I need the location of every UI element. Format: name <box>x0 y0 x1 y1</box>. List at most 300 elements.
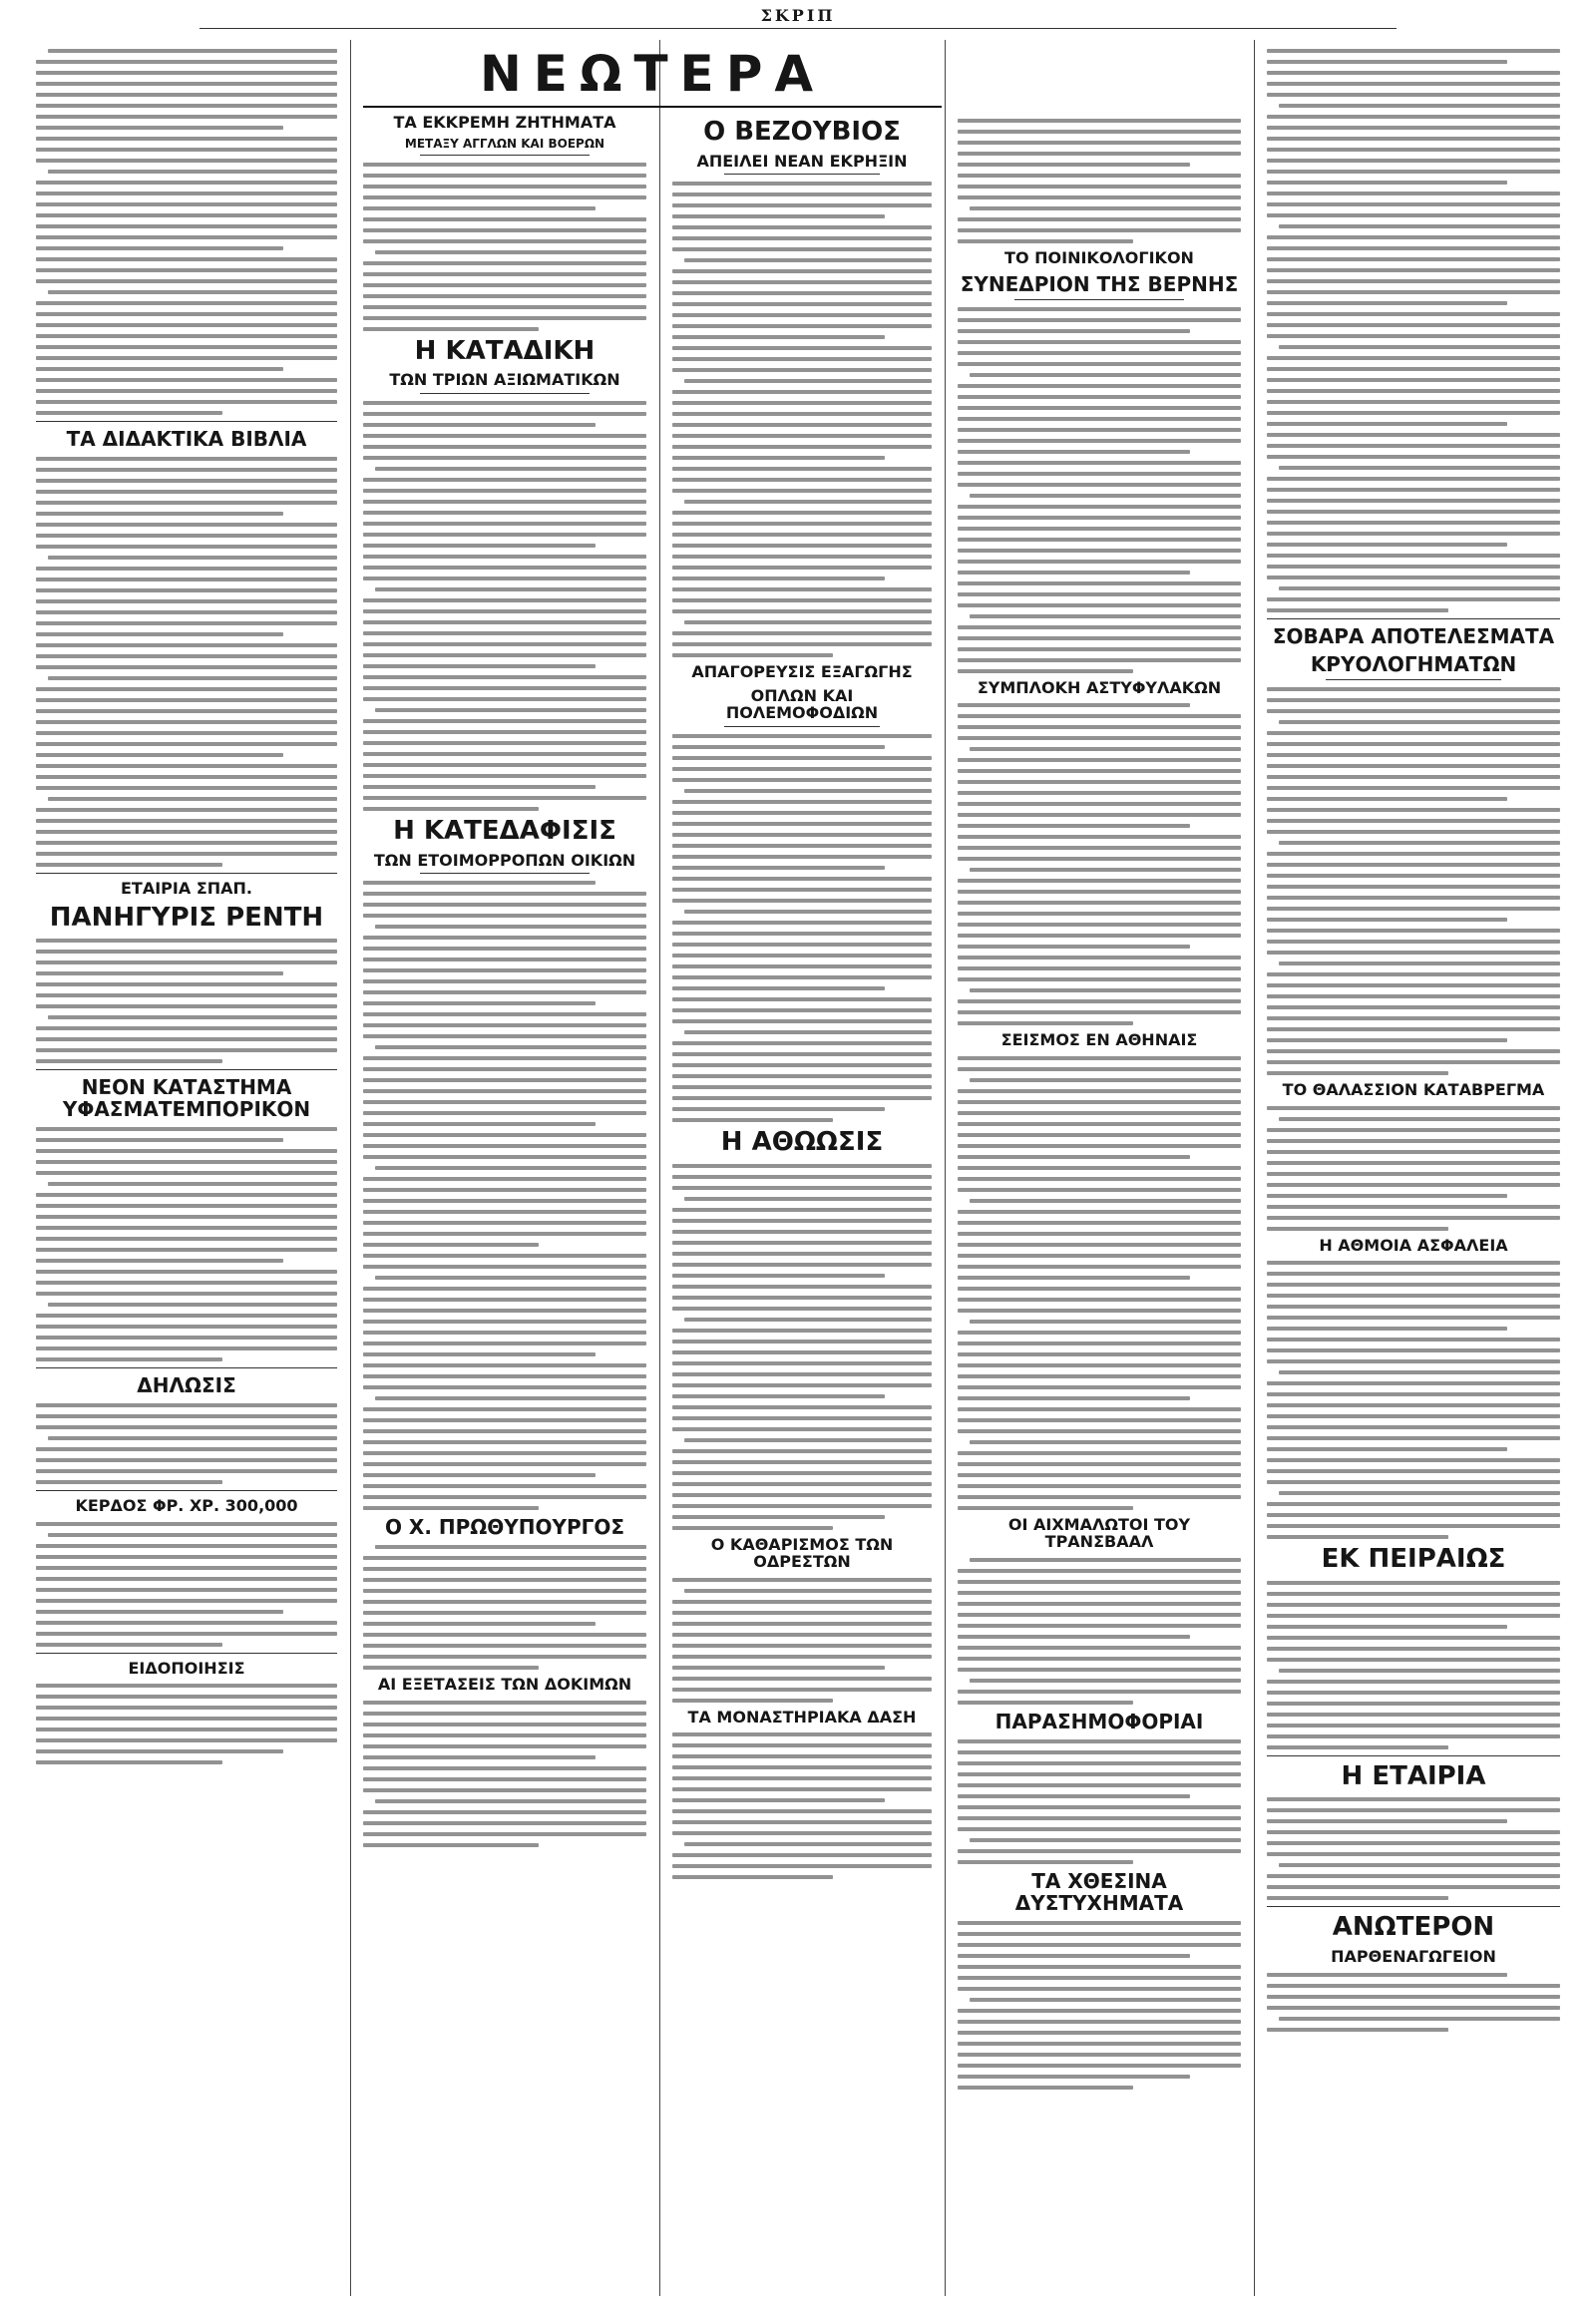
text-line <box>363 642 646 646</box>
text-line <box>958 119 1241 123</box>
text-line <box>1267 290 1560 294</box>
text-line <box>363 664 596 668</box>
body-text-block <box>1267 1797 1560 1900</box>
text-line <box>363 979 646 983</box>
text-line <box>363 620 646 624</box>
text-line <box>958 1363 1241 1367</box>
text-line <box>363 752 646 756</box>
text-line <box>36 257 337 261</box>
text-line <box>1267 775 1560 779</box>
text-line <box>363 566 646 570</box>
text-line <box>1279 345 1560 349</box>
text-line <box>363 1221 646 1225</box>
text-line <box>363 1287 646 1291</box>
text-line <box>958 1451 1241 1455</box>
text-line <box>672 1688 932 1692</box>
text-line <box>1267 597 1560 601</box>
text-line <box>1267 279 1560 283</box>
text-line <box>672 1405 932 1409</box>
text-line <box>672 1471 932 1475</box>
text-line <box>363 1089 646 1093</box>
text-line <box>36 457 337 461</box>
text-line <box>672 434 932 438</box>
text-line <box>958 1021 1133 1025</box>
text-line <box>1267 213 1560 217</box>
text-line <box>958 603 1241 607</box>
text-line <box>672 390 932 394</box>
article <box>958 679 1241 1026</box>
text-line <box>36 567 337 571</box>
headline: Η ΑΘΩΩΣΙΣ <box>720 1126 884 1157</box>
text-line <box>363 206 596 210</box>
text-line <box>1267 1139 1560 1143</box>
text-line <box>958 2042 1241 2046</box>
text-line <box>363 719 646 723</box>
text-line <box>1267 731 1560 735</box>
column-rule <box>350 40 351 2296</box>
text-line <box>958 658 1241 662</box>
text-line <box>672 456 885 460</box>
body-text-block <box>36 1684 337 1764</box>
text-line <box>36 786 337 790</box>
article <box>1267 1545 1560 1749</box>
body-text-block <box>363 163 646 331</box>
text-line <box>958 592 1241 596</box>
text-line <box>1267 1680 1560 1684</box>
text-line <box>36 621 337 625</box>
text-line <box>1267 1414 1560 1418</box>
text-line <box>1267 82 1560 86</box>
text-line <box>36 202 337 206</box>
text-line <box>672 587 932 591</box>
text-line <box>363 511 646 515</box>
text-line <box>36 1621 337 1625</box>
body-text-block <box>958 1558 1241 1705</box>
text-line <box>363 445 646 449</box>
body-text-block <box>672 1732 932 1879</box>
text-line <box>672 1831 932 1835</box>
subheadline: ΤΩΝ ΕΤΟΙΜΟΡΡΟΠΩΝ ΟΙΚΙΩΝ <box>373 850 636 870</box>
text-line <box>1267 1261 1560 1265</box>
text-line <box>672 368 932 372</box>
text-line <box>672 833 932 837</box>
text-line <box>672 576 885 580</box>
text-line <box>36 709 337 713</box>
headline: Ο ΚΑΘΑΡΙΣΜΟΣ ΤΩΝ ΟΔΡΕΣΤΩΝ <box>710 1534 894 1572</box>
body-text-block <box>36 1522 337 1647</box>
text-line <box>363 489 646 493</box>
text-line <box>363 1254 646 1258</box>
text-line <box>1267 455 1560 459</box>
text-line <box>36 1695 337 1699</box>
text-line <box>36 1004 337 1008</box>
text-line <box>1267 1327 1507 1331</box>
text-line <box>363 796 646 800</box>
body-text-block <box>1267 1261 1560 1539</box>
article <box>672 1709 932 1880</box>
headline: ΝΕΟΝ ΚΑΤΑΣΤΗΜΑ ΥΦΑΣΜΑΤΕΜΠΟΡΙΚΟΝ <box>62 1075 311 1122</box>
text-line <box>958 1783 1241 1787</box>
text-line <box>1267 181 1507 185</box>
subheadline: ΜΕΤΑΞΥ ΑΓΓΛΩΝ ΚΑΙ ΒΟΕΡΩΝ <box>404 136 605 151</box>
text-line <box>36 1281 337 1285</box>
text-line <box>363 741 646 745</box>
headline: Ο Χ. ΠΡΩΘΥΠΟΥΡΓΟΣ <box>384 1515 625 1540</box>
text-line <box>958 1976 1241 1980</box>
body-text-block <box>672 734 932 1122</box>
text-line <box>363 217 646 221</box>
text-line <box>36 993 337 997</box>
text-line <box>1267 830 1560 834</box>
text-line <box>672 1361 932 1365</box>
body-text-block <box>36 457 337 867</box>
text-line <box>958 1580 1241 1584</box>
text-line <box>1267 1272 1560 1276</box>
text-line <box>36 1717 337 1721</box>
text-line <box>375 1045 646 1049</box>
text-line <box>672 1449 932 1453</box>
text-line <box>1267 1194 1507 1198</box>
text-line <box>1267 885 1560 889</box>
article <box>1267 1237 1560 1540</box>
text-line <box>672 445 932 449</box>
text-line <box>1267 543 1507 547</box>
text-line <box>672 313 932 317</box>
headline: ΕΙΔΟΠΟΙΗΣΙΣ <box>128 1658 245 1678</box>
text-line <box>1267 1172 1560 1176</box>
text-line <box>36 1346 337 1350</box>
text-line <box>1267 764 1560 768</box>
text-line <box>958 1429 1241 1433</box>
text-line <box>1267 159 1560 163</box>
text-line <box>375 467 646 471</box>
text-line <box>1267 1216 1560 1220</box>
text-line <box>1267 444 1560 448</box>
text-line <box>1267 433 1560 437</box>
text-line <box>1267 1049 1560 1053</box>
text-line <box>958 1407 1241 1411</box>
text-line <box>958 1668 1241 1672</box>
text-line <box>1267 1852 1560 1856</box>
text-line <box>958 516 1241 520</box>
text-line <box>958 2020 1241 2024</box>
text-line <box>958 384 1241 388</box>
text-line <box>958 362 1241 366</box>
text-line <box>363 1352 596 1356</box>
text-line <box>1267 797 1507 801</box>
notice <box>36 1660 337 1765</box>
text-line <box>363 555 646 559</box>
running-head <box>0 0 1596 34</box>
text-line <box>958 1591 1241 1595</box>
text-line <box>672 1644 932 1648</box>
text-line <box>1267 60 1507 64</box>
text-line <box>970 1998 1241 2002</box>
text-line <box>1267 1150 1560 1154</box>
headline: ΠΑΡΑΣΗΜΟΦΟΡΙΑΙ <box>995 1709 1204 1733</box>
headline: Ο ΒΕΖΟΥΒΙΟΣ <box>703 117 901 147</box>
text-line <box>958 1849 1241 1853</box>
body-text-block <box>36 49 337 415</box>
text-line <box>36 841 337 845</box>
text-line <box>958 1657 1241 1661</box>
text-line <box>36 246 283 250</box>
text-line <box>1267 268 1560 272</box>
text-line <box>1267 422 1507 426</box>
text-line <box>36 159 337 163</box>
text-line <box>958 1374 1241 1378</box>
text-line <box>36 687 337 691</box>
text-line <box>958 890 1241 894</box>
subheadline: ΑΠΕΙΛΕΙ ΝΕΑΝ ΕΚΡΗΞΙΝ <box>696 151 908 171</box>
text-line <box>672 997 932 1001</box>
text-line <box>363 239 646 243</box>
text-line <box>48 556 337 560</box>
text-line <box>1267 1984 1560 1988</box>
text-line <box>958 977 1241 981</box>
text-line <box>672 1611 932 1615</box>
text-line <box>958 1462 1241 1466</box>
article <box>958 1031 1241 1510</box>
text-line <box>672 1798 885 1802</box>
text-line <box>1267 1973 1507 1977</box>
subheadline: ΠΑΡΘΕΝΑΓΩΓΕΙΟΝ <box>1331 1946 1496 1966</box>
text-line <box>363 785 596 789</box>
text-line <box>36 1425 337 1429</box>
text-line <box>1267 1745 1448 1749</box>
text-line <box>958 527 1241 531</box>
text-line <box>672 1526 833 1530</box>
text-line <box>363 686 646 690</box>
text-line <box>958 439 1241 443</box>
text-line <box>36 599 337 603</box>
headline: ΟΙ ΑΙΧΜΑΛΩΤΟΙ ΤΟΥ ΤΡΑΝΣΒΑΑΛ <box>1007 1514 1191 1552</box>
text-line <box>363 1265 646 1269</box>
text-line <box>48 1182 337 1186</box>
text-line <box>363 1440 646 1444</box>
text-line <box>36 181 337 185</box>
text-line <box>1267 687 1560 691</box>
text-line <box>958 450 1190 454</box>
text-line <box>958 1860 1133 1864</box>
text-line <box>958 174 1241 178</box>
text-line <box>1267 1027 1560 1031</box>
text-line <box>48 1436 337 1440</box>
article <box>958 249 1241 673</box>
headline: ΠΑΝΗΓΥΡΙΣ ΡΕΝΤΗ <box>49 902 324 933</box>
body-text-block <box>36 1403 337 1484</box>
text-line <box>958 1385 1241 1389</box>
text-line <box>1267 1071 1448 1075</box>
text-line <box>363 522 646 526</box>
text-line <box>672 1493 932 1497</box>
text-line <box>363 1342 646 1345</box>
text-line <box>958 625 1241 629</box>
text-line <box>36 367 283 371</box>
text-line <box>1279 1370 1560 1374</box>
article <box>958 1711 1241 1864</box>
text-line <box>1267 148 1560 152</box>
text-line <box>1267 983 1560 987</box>
text-line <box>363 1034 646 1038</box>
text-line <box>48 170 337 174</box>
text-line <box>672 1482 932 1486</box>
text-line <box>1267 1038 1507 1042</box>
text-line <box>958 1144 1241 1148</box>
text-line <box>36 632 283 636</box>
text-line <box>1267 994 1560 998</box>
text-line <box>958 318 1241 322</box>
text-line <box>1279 1491 1560 1495</box>
text-line <box>672 236 932 240</box>
text-line <box>1267 400 1560 404</box>
text-line <box>958 228 1241 232</box>
text-line <box>363 1712 646 1716</box>
text-line <box>36 213 337 217</box>
text-line <box>958 2031 1241 2035</box>
text-line <box>970 988 1241 992</box>
text-line <box>36 523 337 527</box>
text-line <box>672 1864 932 1868</box>
text-line <box>1267 1581 1560 1585</box>
text-line <box>958 912 1241 916</box>
body-text-block <box>363 401 646 811</box>
article <box>958 119 1241 243</box>
text-line <box>1267 1205 1560 1209</box>
text-line <box>970 1078 1241 1082</box>
text-line <box>363 1243 539 1247</box>
text-line <box>958 1921 1241 1925</box>
text-line <box>672 756 932 760</box>
headline: ΣΥΜΠΛΟΚΗ ΑΣΤΥΦΥΛΑΚΩΝ <box>977 677 1222 697</box>
text-line <box>363 1012 646 1016</box>
text-line <box>1267 608 1448 612</box>
text-line <box>363 1199 646 1203</box>
text-line <box>36 1728 337 1731</box>
text-line <box>36 1059 222 1063</box>
text-line <box>48 1533 337 1537</box>
text-line <box>958 857 1241 861</box>
text-line <box>36 742 337 746</box>
text-line <box>1267 951 1560 955</box>
text-line <box>1267 576 1560 579</box>
text-line <box>684 1030 932 1034</box>
text-line <box>1279 1117 1560 1121</box>
text-line <box>36 830 337 834</box>
text-line <box>958 417 1241 421</box>
text-line <box>672 921 932 925</box>
text-line <box>672 1633 932 1637</box>
text-line <box>363 1506 539 1510</box>
text-line <box>363 423 596 427</box>
text-line <box>958 901 1241 905</box>
text-line <box>363 174 646 178</box>
text-line <box>1267 521 1560 525</box>
text-line <box>36 501 337 505</box>
text-line <box>36 137 337 141</box>
text-line <box>36 1544 337 1548</box>
text-line <box>36 1577 337 1581</box>
text-line <box>36 1749 283 1753</box>
headline: ΤΑ ΕΚΚΡΕΜΗ ΖΗΤΗΜΑΤΑ <box>393 113 616 132</box>
text-line <box>672 478 932 482</box>
text-line <box>1267 1294 1560 1298</box>
text-line <box>1267 477 1560 481</box>
text-line <box>958 1210 1241 1214</box>
text-line <box>36 1480 222 1484</box>
text-line <box>970 206 1241 210</box>
text-line <box>672 302 932 306</box>
text-line <box>1267 1524 1560 1528</box>
text-line <box>1267 1436 1560 1440</box>
text-line <box>672 533 932 537</box>
text-line <box>1267 1841 1560 1845</box>
text-line <box>1267 170 1560 174</box>
text-line <box>36 1138 283 1142</box>
text-line <box>363 412 646 416</box>
text-line <box>672 1008 932 1012</box>
text-line <box>958 538 1241 542</box>
text-line <box>1267 1603 1560 1607</box>
text-line <box>363 1144 646 1148</box>
text-line <box>36 235 337 239</box>
text-line <box>684 910 932 914</box>
text-line <box>1267 1808 1560 1812</box>
text-line <box>958 1943 1241 1947</box>
text-line <box>36 1204 337 1208</box>
text-line <box>672 1186 932 1190</box>
text-line <box>672 1074 932 1078</box>
text-line <box>1267 301 1507 305</box>
text-line <box>36 479 337 483</box>
text-line <box>958 824 1190 828</box>
text-line <box>958 923 1241 927</box>
text-line <box>672 877 932 881</box>
text-line <box>363 1611 646 1615</box>
text-line <box>36 577 337 581</box>
text-line <box>684 620 932 624</box>
text-line <box>1267 1724 1560 1728</box>
article <box>672 1128 932 1530</box>
text-line <box>672 1052 932 1056</box>
text-line <box>363 1100 646 1104</box>
text-line <box>1267 1502 1560 1506</box>
text-line <box>363 1374 646 1378</box>
text-line <box>958 1635 1190 1639</box>
body-text-block <box>958 1739 1241 1864</box>
text-line <box>672 1274 885 1278</box>
text-line <box>36 104 337 108</box>
text-line <box>958 725 1241 729</box>
text-line <box>363 1666 539 1670</box>
text-line <box>958 1932 1241 1936</box>
text-line <box>1267 115 1560 119</box>
text-line <box>375 1545 646 1549</box>
body-text-block <box>36 1127 337 1361</box>
text-line <box>970 494 1241 498</box>
text-line <box>363 958 646 961</box>
text-line <box>958 1287 1241 1291</box>
text-line <box>970 1838 1241 1842</box>
text-line <box>363 697 646 701</box>
text-line <box>1267 1713 1560 1717</box>
text-line <box>672 598 932 602</box>
text-line <box>363 1788 646 1792</box>
text-line <box>672 642 932 646</box>
text-line <box>958 560 1241 564</box>
text-line <box>672 1350 932 1354</box>
text-line <box>958 1761 1241 1765</box>
